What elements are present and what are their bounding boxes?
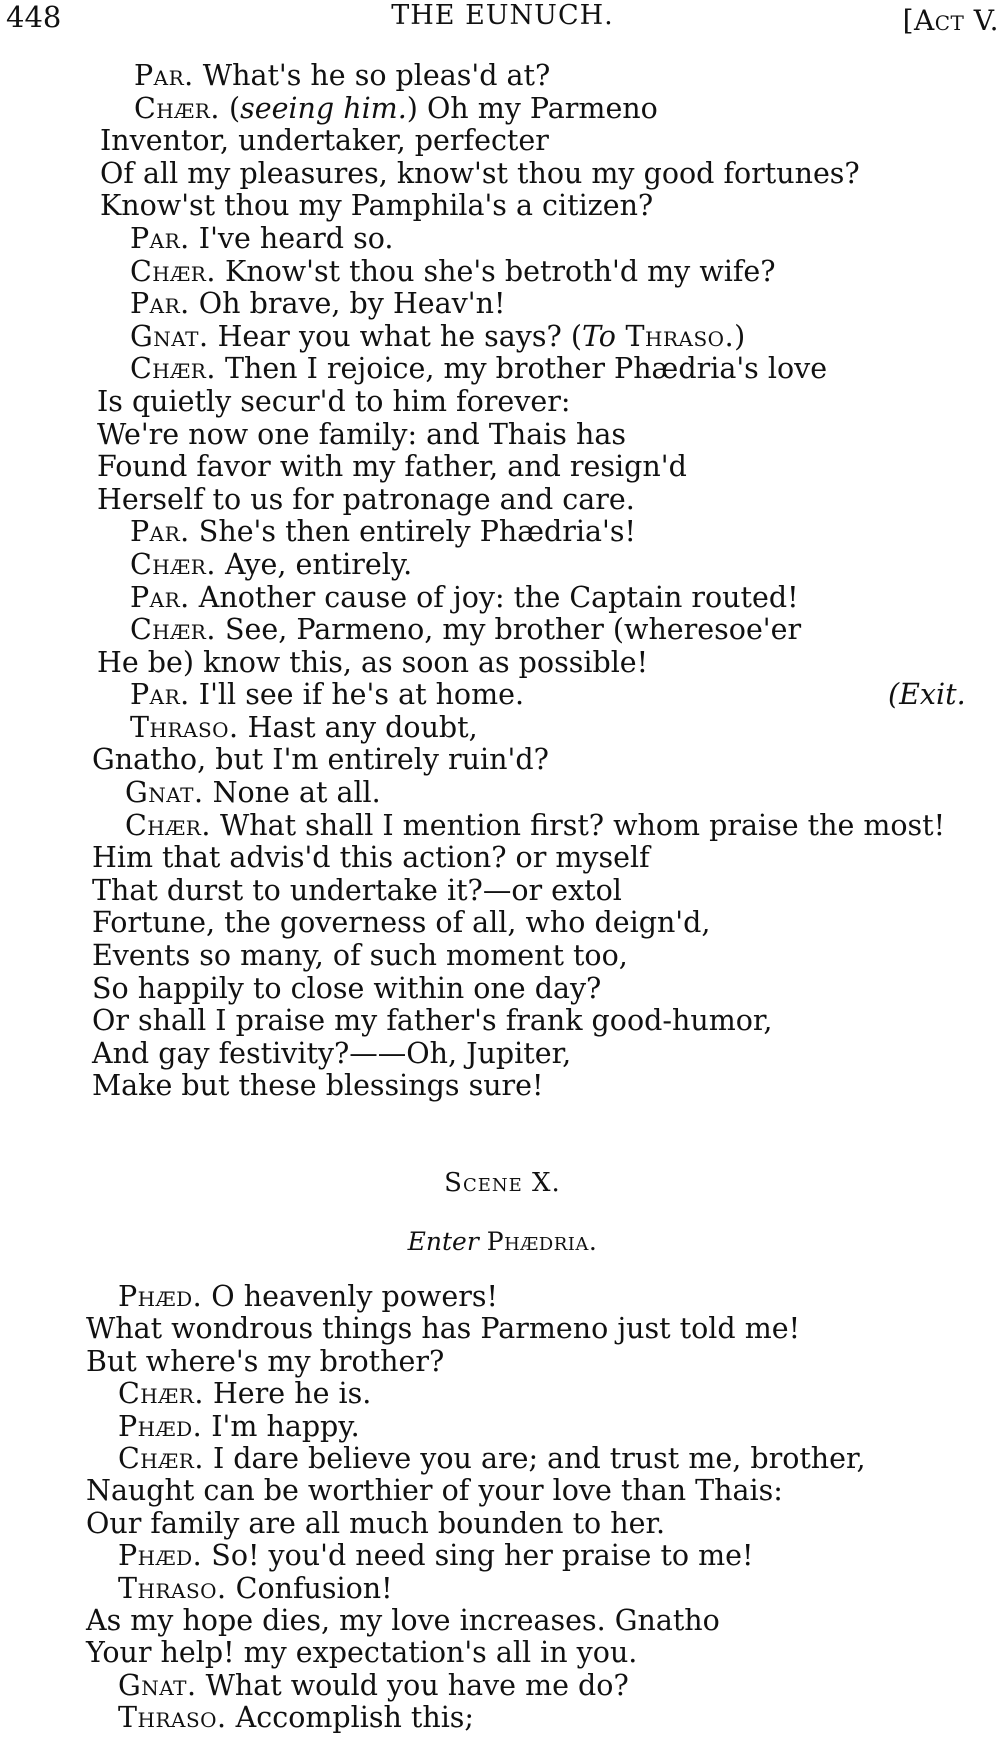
line-text: I'll see if he's at home. — [189, 678, 525, 712]
verse-line — [0, 1637, 1005, 1669]
speech-line — [0, 93, 1005, 126]
stage-direction-enter — [0, 1227, 1005, 1256]
verse-line — [0, 647, 1005, 680]
speaker-name: Chær. — [130, 352, 216, 386]
speech-line — [0, 1411, 1005, 1443]
speech-line — [0, 1702, 1005, 1734]
line-text: None at all. — [203, 776, 381, 810]
speaker-name: Chær. — [118, 1441, 204, 1475]
line-text: That durst to undertake it?—or extol — [92, 873, 622, 907]
speaker-name: Thraso. — [118, 1701, 227, 1735]
speaker-name: Chær. — [130, 613, 216, 647]
speech-line — [0, 549, 1005, 582]
speaker-name: Chær. — [118, 1377, 204, 1411]
line-text: Here he is. — [203, 1377, 372, 1411]
line-text: What shall I mention first? whom praise the most! — [210, 808, 946, 842]
page-header — [0, 0, 1005, 44]
verse-line — [0, 875, 1005, 908]
entering-character: Phædria. — [486, 1227, 598, 1256]
line-text: Another cause of joy: the Captain routed! — [189, 580, 799, 614]
stage-direction: To — [581, 319, 616, 353]
speech-line — [0, 712, 1005, 745]
speech-line — [0, 516, 1005, 549]
line-text: As my hope dies, my love increases. Gnatho — [86, 1603, 720, 1637]
verse-line — [0, 744, 1005, 777]
verse-line — [0, 484, 1005, 517]
verse-line — [0, 1070, 1005, 1103]
speech-line — [0, 810, 1005, 843]
line-text: Herself to us for patronage and care. — [97, 482, 635, 516]
verse-line — [0, 386, 1005, 419]
line-text: Accomplish this; — [226, 1701, 475, 1735]
speaker-name: Thraso. — [118, 1571, 227, 1605]
line-text: Aye, entirely. — [215, 547, 413, 581]
line-text: Naught can be worthier of your love than Thais: — [86, 1474, 783, 1508]
line-text: ) — [734, 319, 746, 353]
line-text: Or shall I praise my father's frank good-humor, — [92, 1004, 773, 1038]
addressee-name: Thraso. — [615, 319, 735, 353]
speech-line — [0, 60, 1005, 93]
speaker-name: Thraso. — [130, 710, 239, 744]
running-title: THE EUNUCH. — [391, 0, 614, 31]
line-text: Inventor, undertaker, perfecter — [100, 124, 549, 158]
line-text: Know'st thou she's betroth'd my wife? — [215, 254, 776, 288]
verse-line — [0, 1313, 1005, 1345]
line-text: Then I rejoice, my brother Phædria's love — [215, 352, 828, 386]
speaker-name: Par. — [130, 580, 190, 614]
speech-line — [0, 777, 1005, 810]
line-text: Your help! my expectation's all in you. — [86, 1636, 638, 1670]
speaker-name: Gnat. — [118, 1668, 197, 1702]
verse-line — [0, 907, 1005, 940]
line-text: Gnatho, but I'm entirely ruin'd? — [92, 743, 549, 777]
verse-line — [0, 419, 1005, 452]
speaker-name: Chær. — [125, 808, 211, 842]
dialogue-part-2 — [0, 1281, 1005, 1734]
line-text: Hast any doubt, — [238, 710, 478, 744]
speech-line — [0, 582, 1005, 615]
speech-line — [0, 1573, 1005, 1605]
speaker-name: Chær. — [130, 547, 216, 581]
speech-line — [0, 1281, 1005, 1313]
verse-line — [0, 1005, 1005, 1038]
verse-line — [0, 842, 1005, 875]
line-text: I'm happy. — [202, 1409, 360, 1443]
line-text: I dare believe you are; and trust me, brother, — [203, 1441, 866, 1475]
speech-line — [0, 1540, 1005, 1572]
stage-direction: seeing him. — [240, 91, 407, 125]
line-text: What would you have me do? — [196, 1668, 629, 1702]
speech-line — [0, 223, 1005, 256]
act-marker: [Act V. — [902, 4, 999, 37]
speaker-name: Par. — [130, 678, 190, 712]
speaker-name: Par. — [130, 515, 190, 549]
scene-heading: Scene X. — [444, 1168, 561, 1198]
speaker-name: Phæd. — [118, 1539, 203, 1573]
dialogue-part-1 — [0, 60, 1005, 1103]
speech-line — [0, 321, 1005, 354]
line-text: ) Oh my Parmeno — [406, 91, 658, 125]
verse-line — [0, 1346, 1005, 1378]
speaker-name: Chær. — [130, 254, 216, 288]
line-text: See, Parmeno, my brother (wheresoe'er — [215, 613, 802, 647]
speaker-name: Gnat. — [125, 776, 204, 810]
line-text: She's then entirely Phædria's! — [189, 515, 636, 549]
speaker-name: Par. — [130, 221, 190, 255]
line-text: Hear you what he says? ( — [208, 319, 582, 353]
verse-line — [0, 125, 1005, 158]
speech-line — [0, 1670, 1005, 1702]
speech-line — [0, 1443, 1005, 1475]
speaker-name: Phæd. — [118, 1409, 203, 1443]
line-text: Of all my pleasures, know'st thou my good fortunes? — [100, 156, 860, 190]
speaker-name: Gnat. — [130, 319, 209, 353]
page-number: 448 — [6, 0, 62, 34]
verse-line — [0, 1038, 1005, 1071]
line-text: So happily to close within one day? — [92, 971, 602, 1005]
line-text: So! you'd need sing her praise to me! — [202, 1539, 754, 1573]
verse-line — [0, 940, 1005, 973]
line-text: And gay festivity?——Oh, Jupiter, — [92, 1036, 572, 1070]
verse-line — [0, 1605, 1005, 1637]
line-text: Know'st thou my Pamphila's a citizen? — [100, 189, 654, 223]
line-text: Our family are all much bounden to her. — [86, 1506, 666, 1540]
line-text: He be) know this, as soon as possible! — [97, 645, 649, 679]
exit-direction: (Exit. — [888, 678, 966, 712]
speaker-name: Par. — [134, 59, 194, 92]
speech-line — [0, 1378, 1005, 1410]
line-text: Fortune, the governess of all, who deign'd, — [92, 906, 711, 940]
speaker-name: Phæd. — [118, 1280, 203, 1313]
verse-line — [0, 158, 1005, 191]
verse-line — [0, 451, 1005, 484]
line-text: Events so many, of such moment too, — [92, 939, 628, 973]
speaker-name: Par. — [130, 287, 190, 321]
line-text: Confusion! — [226, 1571, 393, 1605]
line-text: Oh brave, by Heav'n! — [189, 287, 506, 321]
line-text: Him that advis'd this action? or myself — [92, 841, 650, 875]
line-text: ( — [219, 91, 241, 125]
enter-word: Enter — [407, 1227, 479, 1256]
speech-line — [0, 679, 1005, 712]
verse-line — [0, 1475, 1005, 1507]
speech-line — [0, 353, 1005, 386]
speech-line — [0, 256, 1005, 289]
line-text: We're now one family: and Thais has — [97, 417, 626, 451]
speech-line — [0, 288, 1005, 321]
verse-line — [0, 1508, 1005, 1540]
line-text: What's he so pleas'd at? — [193, 59, 551, 92]
verse-line — [0, 973, 1005, 1006]
line-text: Found favor with my father, and resign'd — [97, 450, 687, 484]
speaker-name: Chær. — [134, 91, 220, 125]
line-text: What wondrous things has Parmeno just told me! — [86, 1312, 801, 1346]
line-text: Is quietly secur'd to him forever: — [97, 384, 571, 418]
verse-line — [0, 190, 1005, 223]
line-text: I've heard so. — [189, 221, 394, 255]
speech-line — [0, 614, 1005, 647]
line-text: But where's my brother? — [86, 1344, 445, 1378]
line-text: Make but these blessings sure! — [92, 1069, 544, 1103]
line-text: O heavenly powers! — [202, 1280, 498, 1313]
